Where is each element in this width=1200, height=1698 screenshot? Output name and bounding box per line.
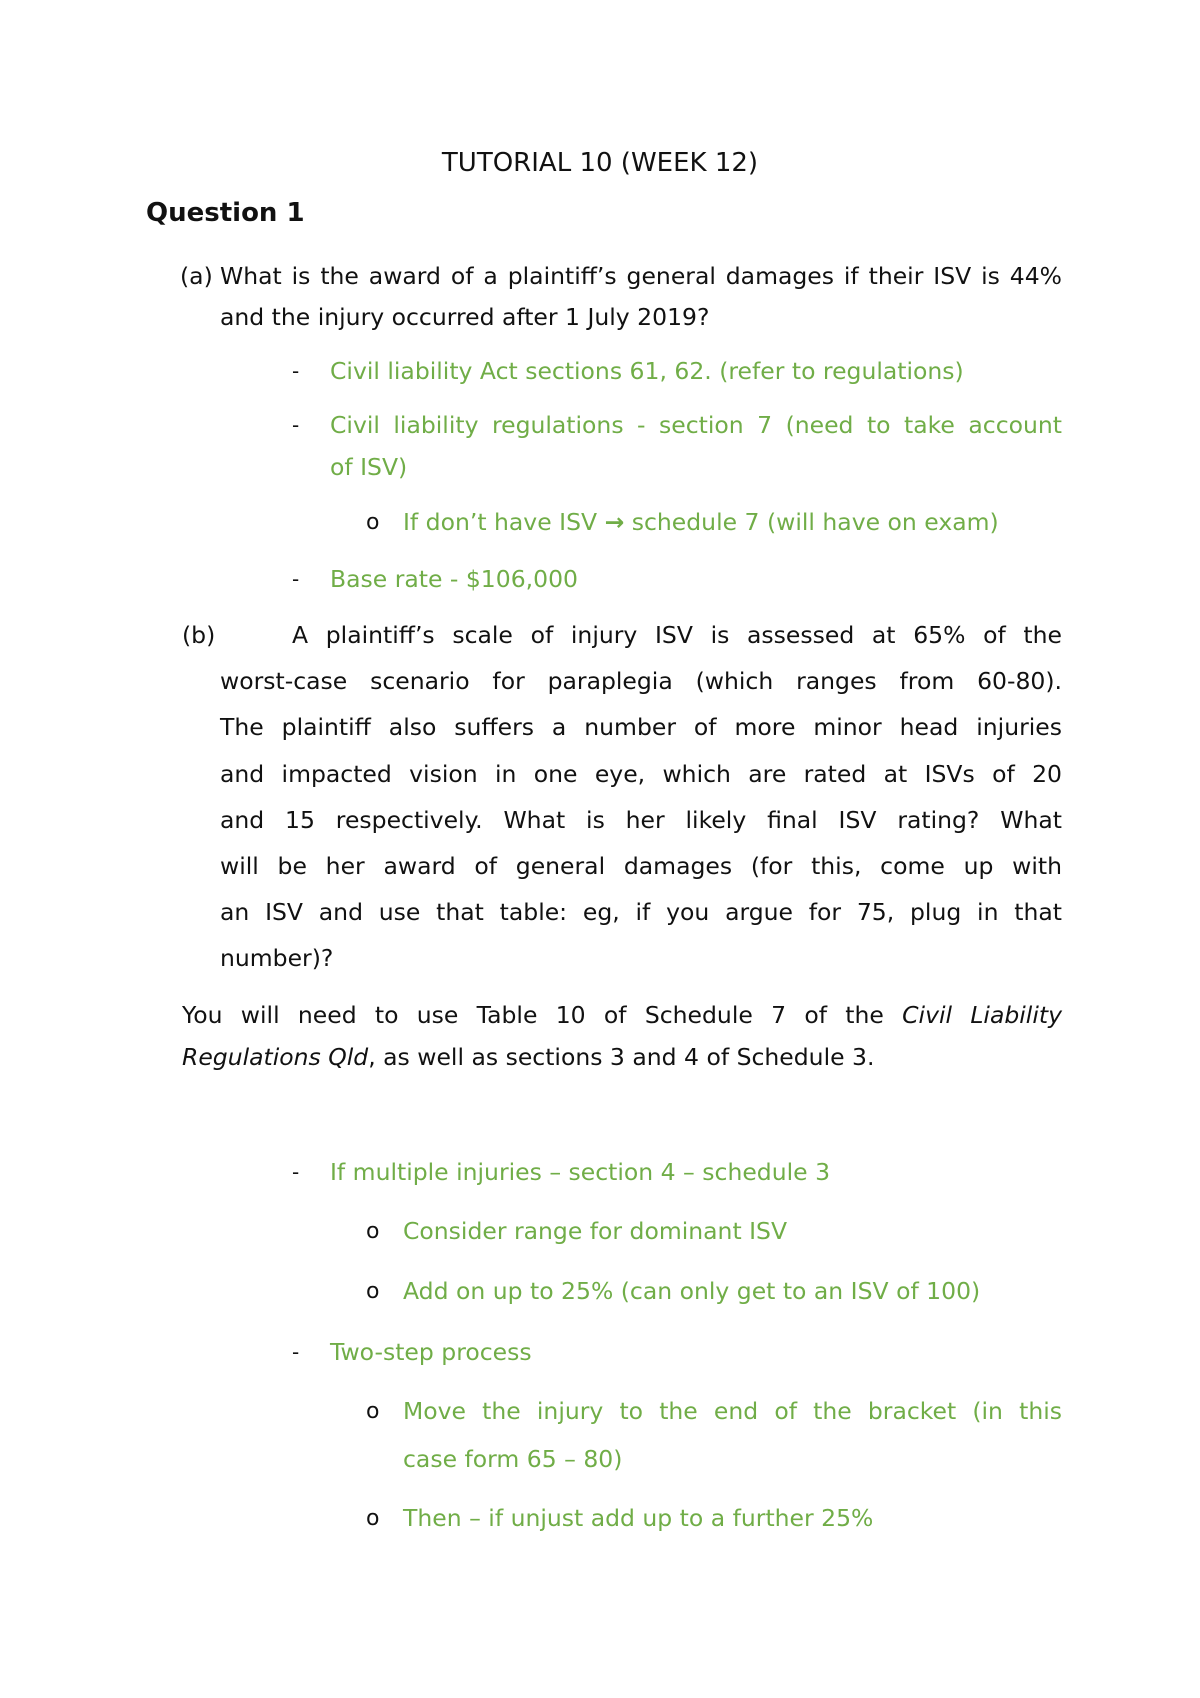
note-no-isv-target: schedule 7 (will have on exam) bbox=[631, 508, 999, 536]
note-two-step: Two-step process bbox=[330, 1338, 532, 1366]
note-move-injury-line2: case form 65 – 80) bbox=[403, 1445, 623, 1473]
part-a-question-line1: What is the award of a plaintiff’s general damages if their ISV is 44% bbox=[220, 262, 1062, 290]
part-b-line: an ISV and use that table: eg, if you argue for 75, plug in that bbox=[220, 898, 1062, 926]
part-b-line: will be her award of general damages (for this, come up with bbox=[220, 852, 1062, 880]
note-no-isv bbox=[403, 507, 999, 537]
part-b-line: A plaintiff’s scale of injury ISV is assessed at 65% of the bbox=[292, 621, 1062, 649]
instruction-text: You will need to use Table 10 of Schedule 7 of the bbox=[182, 1001, 884, 1029]
question-heading: Question 1 bbox=[146, 198, 305, 228]
note-no-isv-text: If don’t have ISV bbox=[403, 508, 598, 536]
page-title: TUTORIAL 10 (WEEK 12) bbox=[441, 148, 759, 178]
bullet-dash: - bbox=[292, 1160, 300, 1184]
part-b-line: worst-case scenario for paraplegia (which ranges from 60-80). bbox=[220, 667, 1062, 695]
note-move-injury-line1: Move the injury to the end of the bracket (in this bbox=[403, 1397, 1062, 1425]
instruction-line1 bbox=[182, 1000, 1062, 1030]
instruction-citation: Civil Liability bbox=[902, 1001, 1062, 1029]
part-a-question-line2: and the injury occurred after 1 July 2019? bbox=[220, 303, 710, 331]
instruction-text: , as well as sections 3 and 4 of Schedule 3. bbox=[368, 1043, 875, 1071]
bullet-dash: - bbox=[292, 413, 300, 437]
bullet-o: o bbox=[366, 1399, 380, 1424]
part-b-line: and 15 respectively. What is her likely final ISV rating? What bbox=[220, 806, 1062, 834]
bullet-o: o bbox=[366, 1219, 380, 1244]
arrow-right-icon: → bbox=[604, 508, 625, 536]
bullet-dash: - bbox=[292, 567, 300, 591]
bullet-dash: - bbox=[292, 1340, 300, 1364]
part-b-line: The plaintiff also suffers a number of more minor head injuries bbox=[220, 713, 1062, 741]
bullet-o: o bbox=[366, 510, 380, 535]
note-dominant-isv: Consider range for dominant ISV bbox=[403, 1217, 788, 1245]
note-sections-61-62: Civil liability Act sections 61, 62. (refer to regulations) bbox=[330, 357, 964, 385]
bullet-o: o bbox=[366, 1506, 380, 1531]
instruction-citation: Regulations Qld bbox=[182, 1043, 369, 1071]
note-further-25: Then – if unjust add up to a further 25% bbox=[403, 1504, 874, 1532]
part-b-line: and impacted vision in one eye, which are rated at ISVs of 20 bbox=[220, 760, 1062, 788]
note-add-25: Add on up to 25% (can only get to an ISV of 100) bbox=[403, 1277, 981, 1305]
bullet-dash: - bbox=[292, 359, 300, 383]
note-base-rate: Base rate - $106,000 bbox=[330, 565, 578, 593]
part-a-label: (a) bbox=[180, 262, 213, 290]
part-b-label: (b) bbox=[182, 621, 216, 649]
note-regulations-section-7-line1: Civil liability regulations - section 7 (need to take account bbox=[330, 411, 1062, 439]
bullet-o: o bbox=[366, 1279, 380, 1304]
note-multiple-injuries: If multiple injuries – section 4 – schedule 3 bbox=[330, 1158, 831, 1186]
instruction-line2 bbox=[182, 1042, 874, 1072]
note-regulations-section-7-line2: of ISV) bbox=[330, 453, 408, 481]
part-b-line: number)? bbox=[220, 944, 334, 972]
